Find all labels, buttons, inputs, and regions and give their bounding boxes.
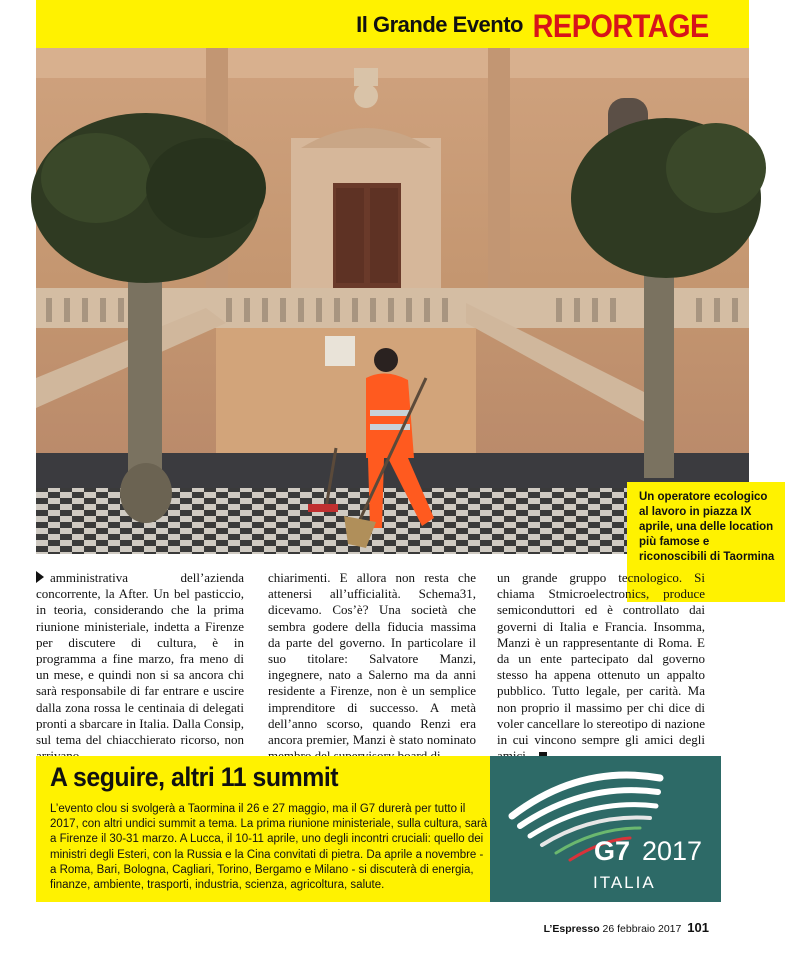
continue-arrow-icon	[36, 571, 44, 583]
page-footer	[544, 920, 709, 935]
issue-date: 26 febbraio 2017	[602, 923, 682, 935]
g7-logo-year: 2017	[642, 836, 703, 866]
summit-box-title: A seguire, altri 11 summit	[50, 762, 339, 792]
summit-box	[36, 756, 490, 902]
photo-caption: Un operatore ecologico al lavoro in piazza IX aprile, una delle location più famose e riconoscibili di Taormina	[627, 482, 785, 602]
section-title: Il Grande Evento	[356, 12, 523, 37]
article-text-col2: chiarimenti. E allora non resta che attenersi all’ufficialità. Schema31, dicevamo. Cos’è? Una società che sembra godere della fiducia massima da parte del governo. In particolare il suo titolare: Salvatore Manzi, ingegnere, nato a Salerno ma da anni residente a Firenze, non è un semplice imprenditore di successo. A metà dell’anno scorso, quando Renzi era ancora premier, Manzi è stato nominato	[268, 570, 476, 748]
church-scene-illustration	[36, 48, 749, 554]
g7-logo-country: ITALIA	[593, 873, 656, 892]
g7-logo-text: G7	[594, 836, 631, 866]
article-text-col3: un grande gruppo tecnologico. Si chiama Stmicroelectronics, produce semiconduttori ed è controllato dai governi di Italia e Francia. Insomma, Manzi è un rappresentante di Roma. E da un ente partecipato dal governo stesso ha appena ottenuto un appalto pubblico. Tutto legale, per carità. Ma non proprio il massimo per chi dice di voler cancellare lo stereotipo di nazione in cui vincono sempre gli amici degli	[497, 570, 705, 748]
g7-logo	[490, 756, 721, 902]
article-column-1	[36, 570, 244, 764]
summit-box-text: L’evento clou si svolgerà a Taormina il 26 e 27 maggio, ma il G7 durerà per tutto il 2017, con altri undici summit a tema. La prima riunione ministeriale, sulla cultura, sarà a Firenze il 30-31 marzo. A Lucca, il 10-11 aprile, uno degli incontri cruciali: quello dei ministri degli Esteri, con la Russia e la Cina convitati di pietra. Da aprile a novembre - a Roma, Bari, Bologna, Cagliari, Torino, Bergamo e Milano - si discuterà di energia, finanze, ambiente, trasporti, industria, scienza, agricoltura, salute.	[50, 803, 488, 892]
article-text-col1: amministrativa dell’azienda concorrente, la After. Un bel pasticcio, in teoria, considerando che la prima riunione ministeriale, indetta a Firenze per discutere di cultura, è in programma a fine marzo, fra meno di un mese, e quindi non si sa ancora chi sarà responsabile di far entrare e uscire dalla zona rossa le centinaia di delegati pronti a sbarcare in Italia. Dalla Consip, sul tema del chiacchierato ricorso, non	[36, 570, 244, 748]
article-column-2	[268, 570, 476, 764]
magazine-name: L’Espresso	[543, 923, 600, 935]
main-photo	[36, 48, 775, 563]
page-number: 101	[687, 920, 709, 935]
article-column-3	[497, 570, 705, 764]
section-tag: REPORTAGE	[532, 8, 709, 44]
header-bar	[36, 0, 749, 48]
